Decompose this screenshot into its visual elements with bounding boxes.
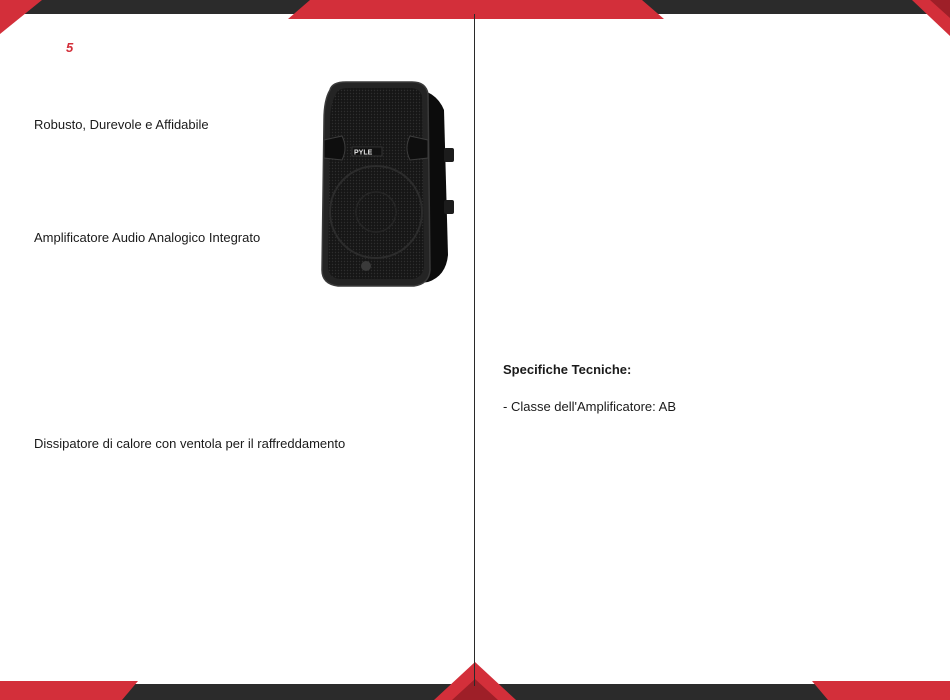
brand-label: PYLE	[354, 149, 373, 157]
spec-item: - Classe dell'Amplificatore: AB	[503, 399, 676, 414]
speaker-image	[316, 80, 458, 288]
specs-heading: Specifiche Tecniche:	[503, 362, 632, 377]
feature-text: Amplificatore Audio Analogico Integrato	[34, 230, 261, 245]
feature-text: Dissipatore di calore con ventola per il raffreddamento	[34, 436, 346, 451]
page-number: 5	[66, 40, 74, 55]
page-spine	[474, 14, 475, 686]
feature-text: Robusto, Durevole e Affidabile	[34, 117, 209, 132]
